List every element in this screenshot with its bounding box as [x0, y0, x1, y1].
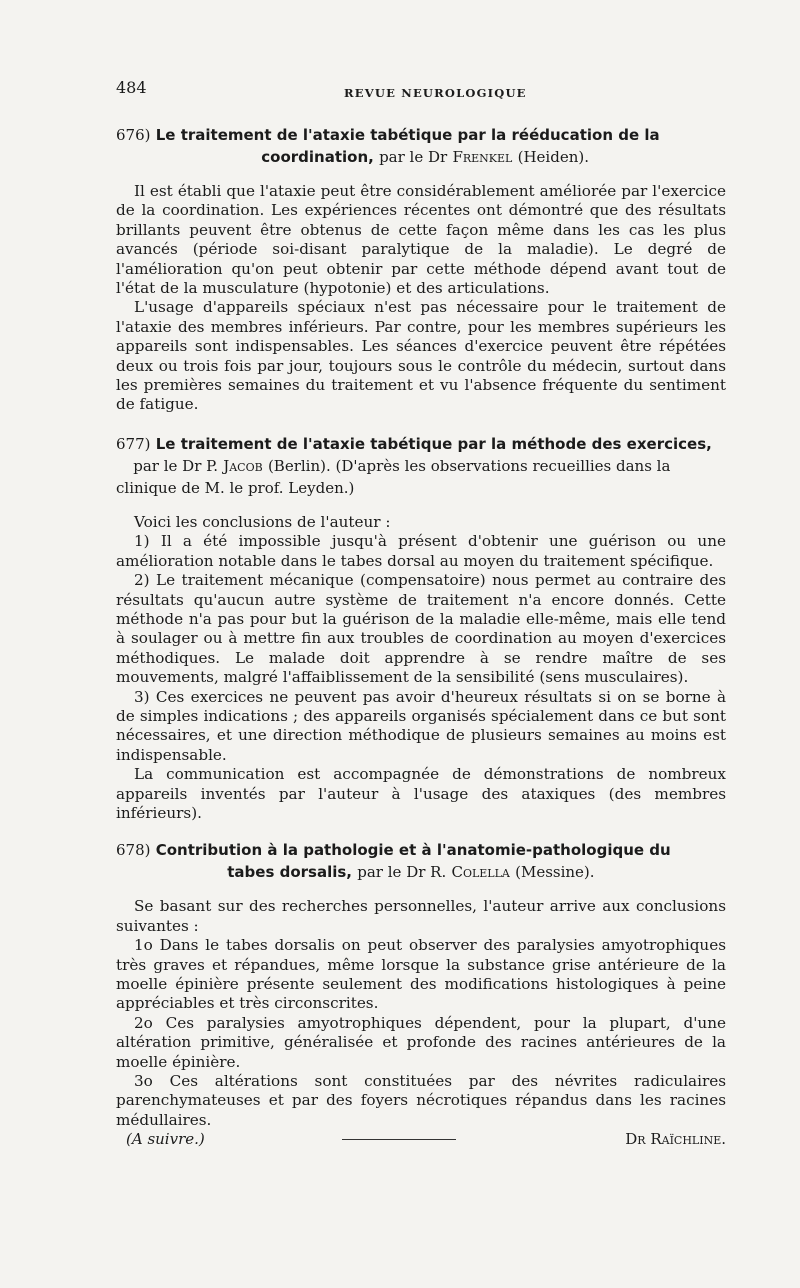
signature: Dr Raïchline. [625, 1130, 726, 1149]
entry-title-line2: tabes dorsalis, [227, 863, 353, 882]
entry-title-line2: coordination, [261, 148, 374, 166]
entry-place: (Messine). [515, 863, 595, 882]
entry-byline: par le Dr [379, 148, 448, 166]
entry-title-line1: Le traitement de l'ataxie tabétique par la méthode des exercices, [155, 434, 712, 453]
paragraph: 2) Le traitement mécanique (compensatoire) nous permet au contraire des résultats qu'aucun autre système de traitement n'a encore donnés. Cette méthode n'a pas pour but la guérison de la maladie elle-même, mais elle tend à soulager ou à mettre fin aux troubles de coordination au moyen d'exercices méthodiques. Le malade doit apprendre à se rendre maître de ses mouvements, malgré l'affaiblissement de la sensibilité (sens musculaires). [116, 571, 726, 687]
entry-place: (Heiden). [517, 148, 589, 166]
paragraph: 3) Ces exercices ne peuvent pas avoir d'heureux résultats si on se borne à de simples indications ; des appareils organisés spécialement dans ce but sont nécessaires, et une direction méthodique de plusieurs semaines au moins est indispensable. [116, 687, 726, 764]
entry-title-line1: Le traitement de l'ataxie tabétique par la rééducation de la [155, 126, 660, 144]
entry-title-line1: Contribution à la pathologie et à l'anatomie-pathologique du [155, 841, 671, 860]
entry-number: 676) [116, 126, 151, 144]
page-number: 484 [116, 78, 147, 97]
paragraph: 1o Dans le tabes dorsalis on peut observer des paralysies amyotrophiques très graves et répandues, même lorsque la substance grise antérieure de la moelle épinière présente seulement des modifications histologiques à peine appréciables et très circonscrites. [116, 936, 726, 1013]
running-head: REVUE NEUROLOGIQUE [344, 86, 527, 100]
paragraph: 1) Il a été impossible jusqu'à présent d'obtenir une guérison ou une amélioration notable dans le tabes dorsal au moyen du traitement spécifique. [116, 532, 726, 570]
entry-byline: par le Dr R. [357, 863, 447, 882]
entry-place: (Berlin). (D'après les observations recueillies dans la clinique de M. le prof. Leyden.) [116, 456, 671, 497]
abstract-entry-678 [116, 839, 726, 1130]
paragraph: Voici les conclusions de l'auteur : [134, 512, 391, 531]
entry-title [116, 124, 726, 168]
entry-byline: par le Dr P. [133, 456, 218, 475]
entry-title [116, 839, 726, 883]
to-be-continued: (A suivre.) [126, 1130, 205, 1149]
paragraph: Se basant sur des recherches personnelles, l'auteur arrive aux conclusions suivantes : [116, 897, 726, 935]
paragraph: La communication est accompagnée de démonstrations de nombreux appareils inventés par l'auteur à l'usage des ataxiques (des membres inférieurs). [116, 765, 726, 822]
paragraph: Il est établi que l'ataxie peut être considérablement améliorée par l'exercice de la coordination. Les expériences récentes ont démontré que des résultats brillants peuvent être obtenus de cette façon même dans les cas les plus avancés (période soi-disant paralytique de la maladie). Le degré de l'amélioration qu'on peut obtenir par cette méthode dépend avant tout de l'état de la musculature (hypotonie) et des articulations. [116, 182, 726, 298]
entry-number: 677) [116, 434, 151, 453]
paragraph: 2o Ces paralysies amyotrophiques dépendent, pour la plupart, d'une altération primitive, généralisée et profonde des racines antérieures de la moelle épinière. [116, 1013, 726, 1071]
paragraph: L'usage d'appareils spéciaux n'est pas nécessaire pour le traitement de l'ataxie des membres inférieurs. Par contre, pour les membres supérieurs les appareils sont indispensables. Les séances d'exercice peuvent être répétées deux ou trois fois par jour, toujours sous le contrôle du médecin, surtout dans les premières semaines du traitement et vu l'absence fréquente du sentiment de fatigue. [116, 298, 726, 414]
entry-number: 678) [116, 841, 151, 860]
entry-author: Frenkel [452, 148, 513, 166]
journal-page [116, 70, 726, 1148]
abstract-entry-677 [116, 433, 726, 824]
page-header [116, 70, 726, 110]
entry-author: Jacob [223, 456, 263, 475]
closing-rule [342, 1139, 456, 1140]
paragraph: 3o Ces altérations sont constituées par des névrites radiculaires parenchymateuses et par des foyers nécrotiques répandus dans les racines médullaires. [116, 1072, 726, 1129]
entry-author: Colella [451, 863, 510, 882]
abstract-entry-676 [116, 124, 726, 415]
entry-title [116, 433, 726, 499]
